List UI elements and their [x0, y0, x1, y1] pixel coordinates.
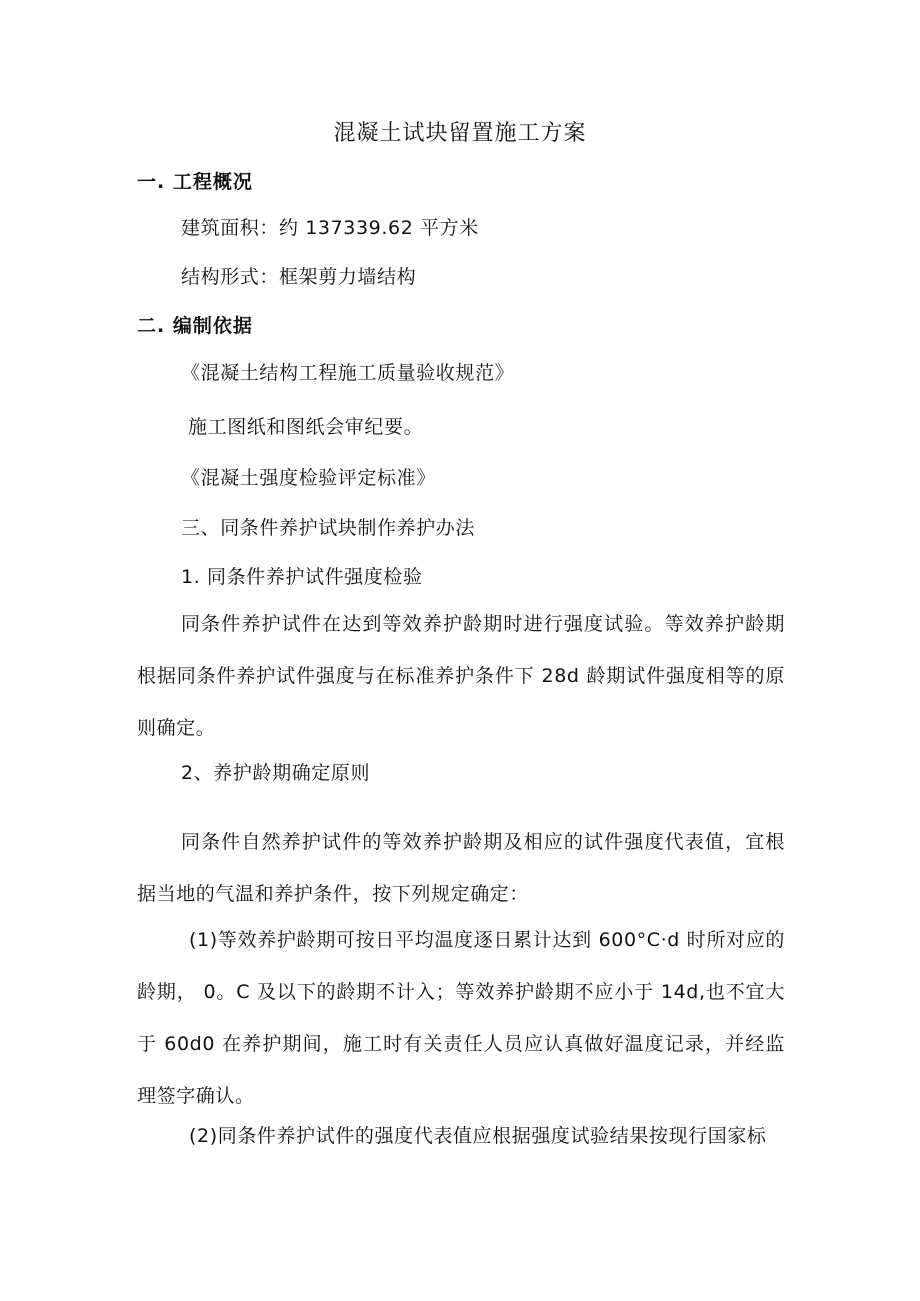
section-heading-basis: 二. 编制依据	[137, 315, 253, 337]
document-title: 混凝土试块留置施工方案	[333, 121, 587, 146]
subsection-heading-strength: 1. 同条件养护试件强度检验	[181, 566, 423, 588]
section-heading-overview: 一. 工程概况	[137, 171, 253, 193]
subsection-heading-age-principle: 2、养护龄期确定原则	[181, 762, 371, 784]
basis-item-3: 《混凝土强度检验评定标准》	[181, 467, 436, 489]
building-area-text: 建筑面积：约 137339.62 平方米	[181, 217, 479, 239]
section-heading-curing: 三、同条件养护试块制作养护办法	[181, 517, 476, 539]
rule-2-paragraph: (2)同条件养护试件的强度代表值应根据强度试验结果按现行国家标	[189, 1125, 767, 1147]
strength-test-paragraph: 同条件养护试件在达到等效养护龄期时进行强度试验。等效养护龄期根据同条件养护试件强度与在标准养护条件下 28d 龄期试件强度相等的原则确定。	[137, 613, 785, 739]
structure-form-text: 结构形式：框架剪力墙结构	[181, 266, 417, 288]
rule-1-paragraph: (1)等效养护龄期可按日平均温度逐日累计达到 600°C·d 时所对应的龄期， 0。C 及以下的龄期不计入；等效养护龄期不应小于 14d,也不宜大于 60d0 在养护期间，施工时有关责任人员应认真做好温度记录，并经监理签字确认。	[137, 929, 785, 1107]
basis-item-2: 施工图纸和图纸会审纪要。	[188, 416, 424, 438]
basis-item-1: 《混凝土结构工程施工质量验收规范》	[181, 362, 515, 384]
age-principle-paragraph: 同条件自然养护试件的等效养护龄期及相应的试件强度代表值，宜根据当地的气温和养护条件，按下列规定确定：	[137, 831, 785, 905]
